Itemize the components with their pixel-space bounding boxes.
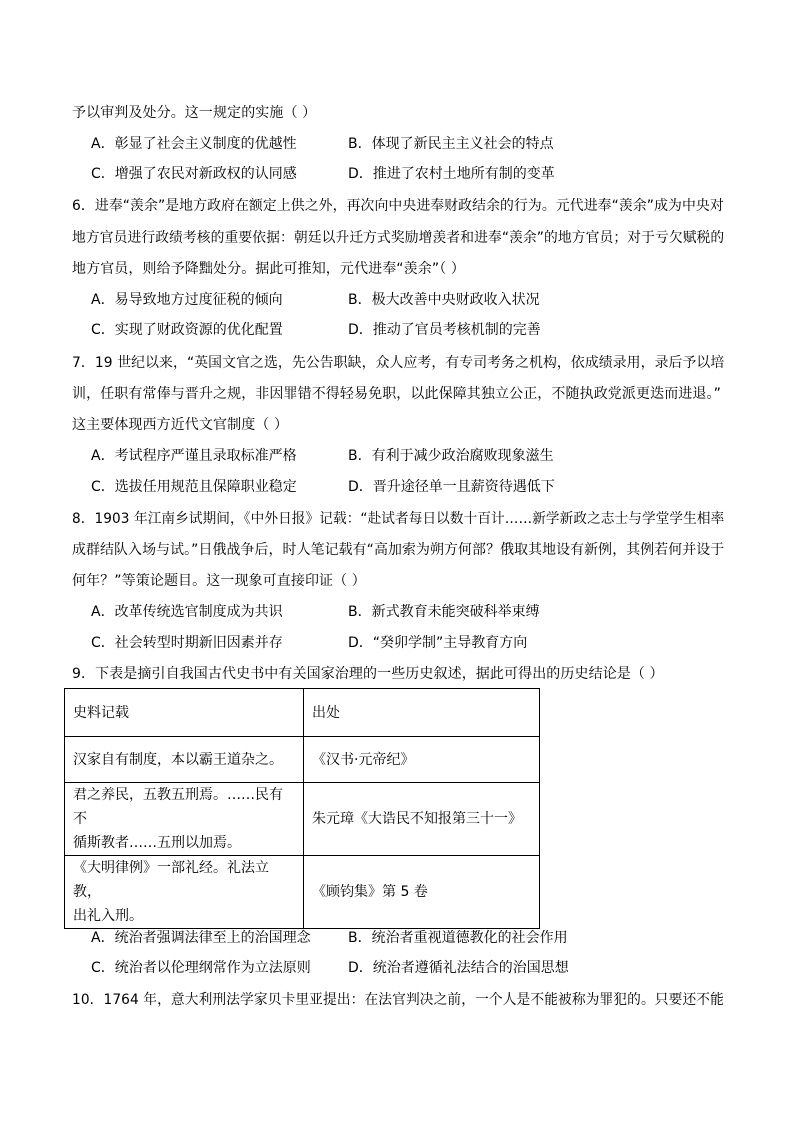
table-header-row: [65, 689, 540, 737]
table-cell-record: [65, 783, 304, 856]
table-row: [65, 783, 540, 856]
q7-stem-line-1: 7．19 世纪以来，“英国文官之选，先公告职缺，众人应考，有专司考务之机构，依成绩录用，录后予以培: [72, 355, 725, 371]
q9-option-b[interactable]: B．统治者重视道德教化的社会作用: [348, 930, 568, 946]
q8-stem-line-3: 何年？”等策论题目。这一现象可直接印证（ ）: [72, 573, 366, 589]
table-cell-record: [65, 856, 304, 929]
q5-option-d[interactable]: D．推进了农村土地所有制的变革: [348, 166, 555, 182]
q10-stem-line-1: 10．1764 年，意大利刑法学家贝卡里亚提出：在法官判决之前，一个人是不能被称为罪犯的。只要还不能: [72, 992, 724, 1008]
q6-stem-line-2: 地方官员进行政绩考核的重要依据：朝廷以升迁方式奖励增羡者和进奉“羡余”的地方官员；对于亏欠赋税的: [72, 230, 725, 246]
q6-stem-line-1: 6．进奉“羡余”是地方政府在额定上供之外，再次向中央进奉财政结余的行为。元代进奉“羡余”成为中央对: [72, 198, 724, 214]
table-cell-source: 《顾钧集》第 5 卷: [304, 856, 540, 929]
q7-option-c[interactable]: C．选拔任用规范且保障职业稳定: [91, 479, 297, 495]
record-line: 君之养民，五教五刑焉。……民有不: [73, 787, 283, 827]
q8-option-d[interactable]: D．“癸卯学制”主导教育方向: [348, 635, 528, 651]
table-cell-source: 朱元璋《大诰民不知报第三十一》: [304, 783, 540, 856]
q6-option-a[interactable]: A．易导致地方过度征税的倾向: [91, 292, 283, 308]
q6-stem-line-3: 地方官员，则给予降黜处分。据此可推知，元代进奉“羡余”（ ）: [72, 261, 465, 277]
table-header-cell: 出处: [304, 689, 540, 737]
record-line: 汉家自有制度，本以霸王道杂之。: [73, 751, 283, 768]
q5-option-b[interactable]: B．体现了新民主主义社会的特点: [348, 136, 554, 152]
q6-option-b[interactable]: B．极大改善中央财政收入状况: [348, 292, 540, 308]
q5-stem-tail: 予以审判及处分。这一规定的实施（ ）: [72, 105, 317, 121]
q7-option-d[interactable]: D．晋升途径单一且薪资待遇低下: [348, 479, 555, 495]
q8-option-b[interactable]: B．新式教育未能突破科举束缚: [348, 604, 540, 620]
table-row: [65, 737, 540, 783]
q9-option-a[interactable]: A．统治者强调法律至上的治国理念: [91, 930, 311, 946]
q8-option-a[interactable]: A．改革传统选官制度成为共识: [91, 604, 283, 620]
q6-option-c[interactable]: C．实现了财政资源的优化配置: [91, 322, 283, 338]
q5-option-a[interactable]: A．彰显了社会主义制度的优越性: [91, 136, 297, 152]
q7-stem-line-2: 训，任职有常俸与晋升之规，非因罪错不得轻易免职，以此保障其独立公正，不随执政党派更迭而进退。”: [72, 386, 721, 402]
table-cell-record: [65, 737, 304, 783]
q9-stem: 9．下表是摘引自我国古代史书中有关国家治理的一些历史叙述，据此可得出的历史结论是（ ）: [72, 666, 664, 682]
record-line: 循斯教者……五刑以加焉。: [73, 835, 241, 851]
table-row: [65, 856, 540, 929]
q8-option-c[interactable]: C．社会转型时期新旧因素并存: [91, 635, 283, 651]
table-header-cell: 史料记载: [65, 689, 304, 737]
source-table: [64, 688, 540, 929]
q8-stem-line-2: 成群结队入场与试。”日俄战争后，时人笔记载有“高加索为朔方何部？俄取其地设有新例，其例若何并设于: [72, 542, 725, 558]
q7-option-a[interactable]: A．考试程序严谨且录取标准严格: [91, 448, 297, 464]
record-line: 出礼入刑。: [73, 908, 143, 924]
q7-stem-line-3: 这主要体现西方近代文官制度（ ）: [72, 417, 289, 433]
q6-option-d[interactable]: D．推动了官员考核机制的完善: [348, 322, 541, 338]
table-cell-source: 《汉书·元帝纪》: [304, 737, 540, 783]
q9-option-d[interactable]: D．统治者遵循礼法结合的治国思想: [348, 960, 569, 976]
q7-option-b[interactable]: B．有利于减少政治腐败现象滋生: [348, 448, 554, 464]
record-line: 《大明律例》一部礼经。礼法立教，: [73, 860, 269, 900]
q8-stem-line-1: 8．1903 年江南乡试期间，《中外日报》记载：“赴试者每日以数十百计……新学新政之志士与学堂学生相率: [72, 511, 725, 527]
q9-option-c[interactable]: C．统治者以伦理纲常作为立法原则: [91, 960, 311, 976]
q5-option-c[interactable]: C．增强了农民对新政权的认同感: [91, 166, 297, 182]
